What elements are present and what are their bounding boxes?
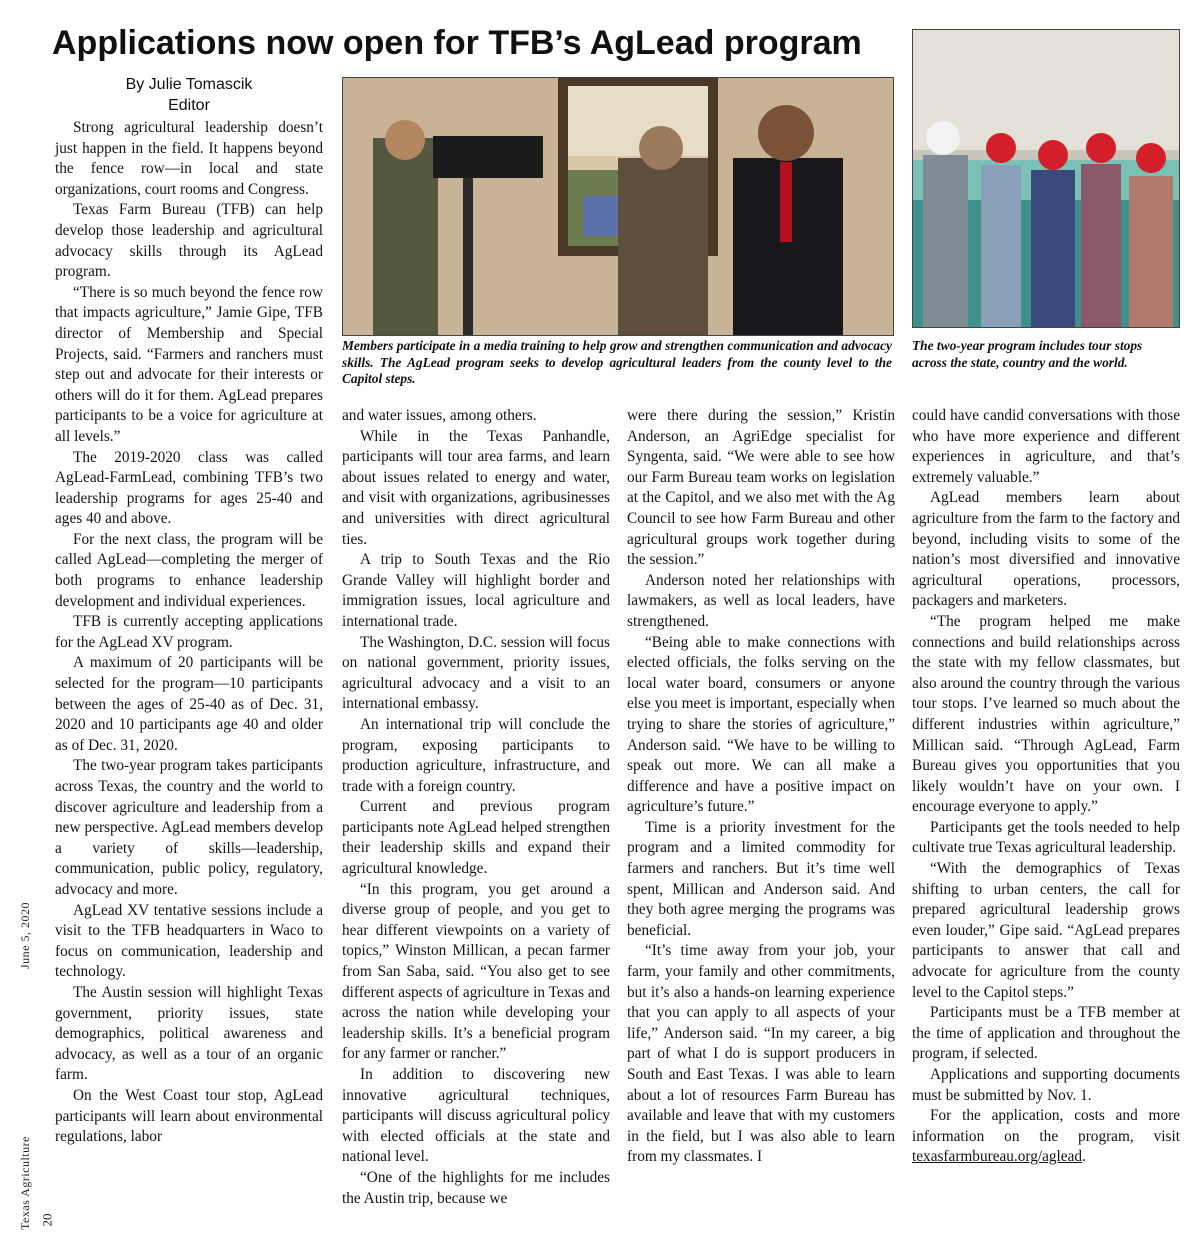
paragraph: The two-year program takes participants across Texas, the country and the world to discover agriculture and leadership from a new perspective. AgLead members develop a variety of skills—leadership, communication, public policy, regulatory, advocacy and more. bbox=[55, 757, 323, 898]
paragraph: “One of the highlights for me includes the Austin trip, because we bbox=[342, 1168, 610, 1207]
article-column-2 bbox=[342, 406, 610, 1209]
paragraph: While in the Texas Panhandle, participants will tour area farms, and learn about issues related to energy and water, and visit with organizations, agribusinesses and universities with direct agricultural ties. bbox=[342, 427, 610, 548]
paragraph: TFB is currently accepting applications for the AgLead XV program. bbox=[55, 613, 323, 651]
media-training-photo-icon bbox=[343, 78, 893, 335]
page-number: 20 bbox=[39, 1213, 55, 1227]
paragraph: AgLead XV tentative sessions include a visit to the TFB headquarters in Waco to focus on communication, leadership and technology. bbox=[55, 901, 323, 981]
article-column-3 bbox=[627, 406, 895, 1168]
folio bbox=[18, 902, 33, 1230]
photo-caption-2: The two-year program includes tour stops across the state, country and the world. bbox=[912, 338, 1143, 370]
author-role: Editor bbox=[168, 97, 210, 114]
paragraph: were there during the session,” Kristin Anderson, an AgriEdge specialist for Syngenta, said. “We were able to see how our Farm Bureau team works on legislation at the Capitol, and we also met with the Ag Council to see how Farm Bureau and other agricultural groups work together during the session.” bbox=[627, 407, 895, 569]
paragraph: A maximum of 20 participants will be selected for the program—10 participants between the ages of 25-40 as of Dec. 31, 2020 and 10 participants age 40 and older as of Dec. 31, 2020. bbox=[55, 654, 323, 754]
paragraph: The Austin session will highlight Texas government, priority issues, state demographics, political awareness and advocacy, as well as a tour of an organic farm. bbox=[55, 983, 323, 1084]
paragraph: For the next class, the program will be called AgLead—completing the merger of both programs to enhance leadership development and individual experiences. bbox=[55, 530, 323, 610]
paragraph: and water issues, among others. bbox=[342, 407, 537, 424]
paragraph: Participants get the tools needed to help cultivate true Texas agricultural leadership. bbox=[912, 818, 1180, 857]
tour-photo-icon bbox=[913, 30, 1179, 327]
paragraph: “Being able to make connections with elected officials, the folks serving on the local water board, consumers or anyone else you meet is important, especially when trying to share the stories of agriculture,” Anderson said. “We have to be willing to speak out more. We can all make a difference and have a positive impact on agriculture’s future.” bbox=[627, 633, 895, 816]
headline: Applications now open for TFB’s AgLead program bbox=[52, 24, 862, 62]
paragraph: Strong agricultural leadership doesn’t just happen in the field. It happens beyond the fence row—in local and state organizations, court rooms and Congress. bbox=[55, 119, 323, 198]
paragraph: Time is a priority investment for the program and a limited commodity for farmers and ranchers. But it’s time well spent, Millican and Anderson said. And they both agree merging the programs was beneficial. bbox=[627, 818, 895, 939]
paragraph: “There is so much beyond the fence row that impacts agriculture,” Jamie Gipe, TFB director of Membership and Special Projects, said. “Farmers and ranchers must step out and advocate for their interests or others will do it for them. AgLead prepares participants to be a voice for agriculture at all levels.” bbox=[55, 283, 323, 445]
author-name: By Julie Tomascik bbox=[125, 76, 253, 93]
paragraph: The 2019-2020 class was called AgLead-FarmLead, combining TFB’s two leadership programs for ages 25-40 and ages 40 and above. bbox=[55, 448, 323, 528]
paragraph: Current and previous program participants note AgLead helped strengthen their leadership skills and expand their agricultural knowledge. bbox=[342, 798, 610, 878]
paragraph: “It’s time away from your job, your farm, your family and other commitments, but it’s also a hands-on learning experience that you can apply to all aspects of your life,” Anderson said. “In my career, a big part of what I do is support producers in South and East Texas. I was able to learn about a lot of resources Farm Bureau has available and leave that with my customers in the field, but I was also able to learn from my classmates. I bbox=[627, 942, 895, 1166]
media-training-photo bbox=[342, 77, 894, 336]
paragraph: “The program helped me make connections and build relationships across the state with my fellow classmates, but also around the country through the various tour stops. I’ve learned so much about the different industries within agriculture,” Millican said. “Through AgLead, Farm Bureau gives you opportunities that you likely wouldn’t have on your own. I encourage everyone to apply.” bbox=[912, 612, 1180, 816]
aglead-link[interactable]: texasfarmbureau.org/aglead bbox=[912, 1148, 1083, 1166]
paragraph: A trip to South Texas and the Rio Grande Valley will highlight border and immigration issues, local agriculture and international trade. bbox=[342, 551, 610, 630]
folio-date: June 5, 2020 bbox=[18, 902, 32, 970]
tour-photo bbox=[912, 29, 1180, 328]
paragraph: Applications and supporting documents must be submitted by Nov. 1. bbox=[912, 1066, 1180, 1104]
paragraph: An international trip will conclude the program, exposing participants to production agriculture, infrastructure, and trade with a foreign country. bbox=[342, 715, 610, 795]
paragraph: “With the demographics of Texas shifting to urban centers, the call for prepared agricultural leadership grows even louder,” Gipe said. “AgLead prepares participants to answer that call and advocate for agriculture from the county level to the Capitol steps.” bbox=[912, 860, 1180, 1001]
paragraph: Texas Farm Bureau (TFB) can help develop those leadership and agricultural advocacy skills through its AgLead program. bbox=[55, 201, 323, 281]
paragraph: Anderson noted her relationships with lawmakers, as well as local leaders, have strengthened. bbox=[627, 571, 895, 630]
article-column-1 bbox=[55, 118, 323, 1148]
paragraph: “In this program, you get around a diverse group of people, and you get to hear different viewpoints on a variety of topics,” Winston Millican, a pecan farmer from San Saba, said. “You also get to see different aspects of agriculture in Texas and across the nation while developing your leadership skills. It’s a beneficial program for any farmer or rancher.” bbox=[342, 880, 610, 1063]
paragraph: AgLead members learn about agriculture from the farm to the factory and beyond, including visits to some of the nation’s most diversified and innovative agricultural operations, processors, packagers and marketers. bbox=[912, 489, 1180, 610]
paragraph bbox=[912, 1106, 1180, 1168]
link-period: . bbox=[1082, 1148, 1086, 1166]
article-column-4 bbox=[912, 406, 1180, 1168]
paragraph: The Washington, D.C. session will focus on national government, priority issues, agricultural advocacy and a visit to an international embassy. bbox=[342, 633, 610, 713]
paragraph: In addition to discovering new innovative agricultural techniques, participants will discuss agricultural policy with elected officials at the state and national level. bbox=[342, 1066, 610, 1166]
paragraph: On the West Coast tour stop, AgLead participants will learn about environmental regulations, labor bbox=[55, 1086, 323, 1146]
photo-caption-1: Members participate in a media training to help grow and strengthen communication and advocacy skills. The AgLead program seeks to develop agricultural leaders from the county level to the Capitol steps. bbox=[342, 338, 892, 386]
paragraph: could have candid conversations with those who have more experience and different experiences in agriculture, and that’s extremely valuable.” bbox=[912, 407, 1180, 486]
byline bbox=[56, 74, 322, 116]
folio-publication: Texas Agriculture bbox=[18, 1136, 32, 1230]
paragraph-text: For the application, costs and more information on the program, visit bbox=[912, 1107, 1180, 1145]
paragraph: Participants must be a TFB member at the time of application and throughout the program, if selected. bbox=[912, 1004, 1180, 1063]
